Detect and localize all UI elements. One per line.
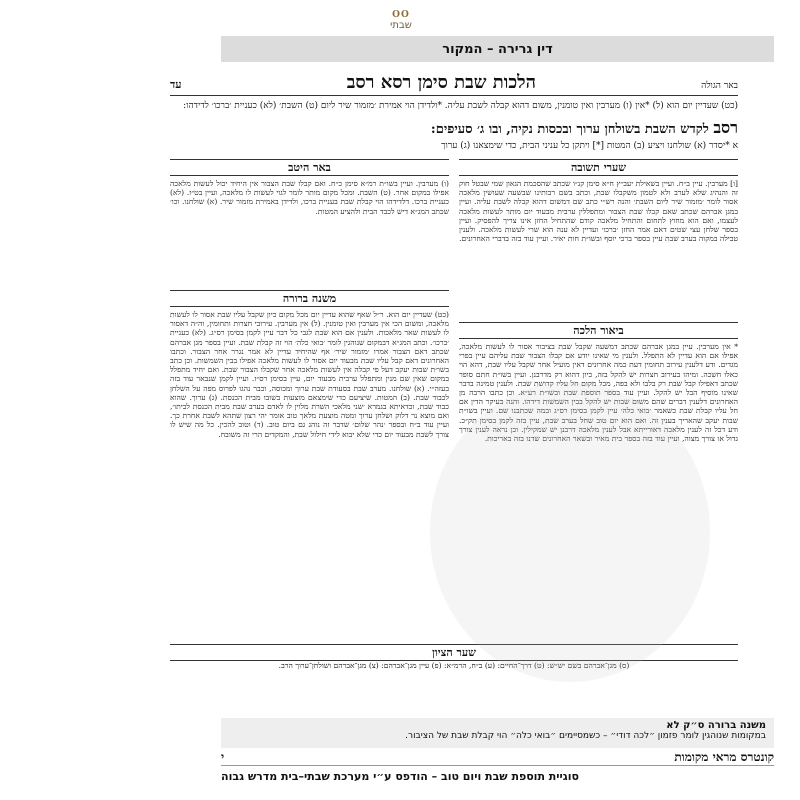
baer-heitev-text: (ו) מערבין. ועיין בשו״ת רמ״א סימן כ״ח. ואם קבלו שבת הצבור אין היחיד יכול לעשות מלאכה אפילו במקום אחר. (ט) השבת. ומכל מקום מותר לומר לגוי לעשות לו מלאכה, ועיין בט״ז. (לא) כעניית ברכו. דלדידהו הוי קבלת שבת בעניית ברכו, ולדידן באמירת מזמור שיר. (א) שולחנו. וכו׳ שכתב המג״א דיש לכבד הבית ולהציע המטות. — [170, 179, 449, 216]
top-bar-title: דין גרירה – המקור — [442, 41, 553, 57]
pager-bar — [221, 750, 774, 766]
section-title-shaarei-teshuva: שערי תשובה — [459, 159, 738, 176]
header-right-label: באר הגולה — [701, 81, 738, 91]
footnote-box — [221, 718, 774, 748]
left-column — [170, 156, 449, 640]
page-header — [170, 72, 738, 93]
section-title-mishna-berura: משנה ברורה — [170, 290, 449, 307]
footnote-text: במקומות שנוהגין לומר פזמון ״לכה דודי״ – כשמסיימים ״בואי כלה״ הוי קבלת שבת של הציבור. — [405, 731, 766, 741]
shaar-hatziyun-text: (ס) מגן־אברהם בשם יש״ש: (ט) דרך־החיים: (ע) ב״ח, הרמ״א: (פ) עיין מגן־אברהם: (צ) מגן־אברהם ושולחן־ערוך הרב. — [278, 661, 630, 670]
scanned-page — [170, 72, 738, 712]
right-column — [459, 156, 738, 640]
footer-credit: סוגיית תוספת שבת ויום טוב – הודפס ע״י מערכת שבתי–בית מדרש גבוה — [221, 770, 579, 783]
siman-number: רסב — [713, 118, 738, 137]
page-number: עד — [170, 78, 182, 91]
section-title-baer-heitev: באר היטב — [170, 159, 449, 176]
siman-heading — [170, 118, 738, 138]
siman-first-line: א *יסדר (א) שולחנו ויציע (ב) המטות [*] ויתקן כל עניני הבית, כדי שימצאנו (ג) ערוך — [441, 141, 738, 151]
shaarei-teshuva-text: [ו] מערבין. עיין ב״ח. ועיין בשאילת יעב״ץ ח״א סימן קנ״ו שכתב שהסכמת הגאון שמי שבטל חוק זה והנהיג שלא לערב ולא לטמון משקבלו שבת, וכתב בשם רבותינו שבשעה שעושין מלאכה אסור לומר ׳מזמור שיר ליום השבת׳ והנה רש״י כתב שם דמשום דהוא קבלה לשבת עליה. ועיין במגן אברהם שכתב שאם קבלו שבת הצבור ומתפללין ערבית מבעוד יום מותר לעשות מלאכה לעצמו, ואם הוא מחוץ לתחום והתחיל מלאכה קודם שהתחיל החזן אינו צריך להפסיק. ועיין בספר שלחן עצי שטים דאם אמר החזן ׳ברכו׳ ועדיין לא ענה הוא שרי לעשות מלאכה. ולענין טבילה במקוה בערב שבת עיין בספר ברכי יוסף ובשו״ת חות יאיר. ועיין עוד בזה בדברי האחרונים. — [459, 179, 738, 244]
section-title-biur-halacha: ביאור הלכה — [459, 322, 738, 339]
pager-title: קונטרס מראי מקומות — [674, 750, 774, 764]
logo-mark: OO — [392, 10, 410, 20]
mishna-berura-text: (כט) שעדיין יום הוא. ר״ל שאף שהוא עדיין יום מכל מקום כיון שקבל עליו שבת אסור לו לעשות מלאכה, ומשום הכי אין מערבין ואין טומנין. (ל) אין מערבין. עירובי חצרות ותחומין, וה״ה דאסור לו לעשות שאר מלאכות. ולענין אם הוא שבת לגבי כל דבר עיין לקמן בסימן רס״ג. (לא) כעניית ׳ברכו׳. וכתב המג״א דבמקום שנוהגין לומר ׳בואי כלה׳ הוי זה קבלת שבת. ועיין בספר מגן אברהם שכתב דאם הצבור אמרו ׳מזמור שיר׳ אף שהיחיד עדיין לא אמר נגרר אחר הצבור. וכתבו האחרונים דאם קבל עליו שבת מבעוד יום אסור לו לעשות מלאכה אפילו בבין השמשות. וכן כתב בשו״ת שבות יעקב דעל פי קבלה אין לעשות מלאכה אחר שקבלו הצבור שבת. ואם יחיד מתפלל במקום שאין שם מנין ומתפלל ערבית מבעוד יום, עיין בסימן רס״ז. ועיין לקמן שנבאר עוד בזה בעזה״י. (א) שולחנו. מערב שבת בסעודת שבת ערוך ומכוסה, וכבר נהגו לפרוס מפה על השלחן לכבוד שבת. (ב) המטות. שיציעם כדי שימצאם מוצעות בשובו מבית הכנסת. (ג) ערוך. שהוא כבוד שבת, וכדאיתא בגמרא ׳שני מלאכי השרת מלוין לו לאדם בערב שבת מבית הכנסת לביתו׳, ואם מוצא נר דלוק ושלחן ערוך ומטה מוצעת מלאך טוב אומר יהי רצון שתהא לשבת אחרת כך. ועיין עוד ב״ח ובספר ׳נהר שלום׳ שדבר זה נוהג גם ביום טוב. (ד) וטוב להכין. כל מה שיש לו צורך לשבת מבעוד יום כדי שלא יבוא לידי חילול שבת, והמקדים הרי זה משובח. — [170, 310, 449, 439]
page-title: הלכות שבת סימן רסא רסב — [346, 72, 536, 93]
siman-title: לקדש השבת בשולחן ערוך ובכסות נקיה, ובו ג׳ סעיפים: — [430, 122, 709, 137]
top-bar — [221, 36, 774, 62]
pager-number: י — [221, 750, 225, 764]
header-rule — [170, 95, 738, 96]
publisher-logo — [384, 10, 418, 31]
text-columns — [170, 156, 738, 640]
footnote-title: משנה ברורה ס״ק לא — [666, 720, 766, 731]
intro-paragraph: (כט) שעדיין יום הוא (ל) *אין (ו) מערבין ואין טומנין, משום דהוא קבלה לשבת עליה. *ולדידן הוי אמירת ׳מזמור שיר ליום (ט) השבת׳ (לא) כעניית ׳ברכו׳ לדידהו: — [183, 101, 738, 111]
biur-halacha-text: * אין מערבין. עיין במגן אברהם שכתב דמשעה שקבל שבת בציבור אסור לו לעשות מלאכה, אפילו אם הוא עדיין לא התפלל. ולענין מי שאינו יודע אם קבלו הצבור שבת עליהם עיין בפרי מגדים. ודע דלענין עירוב תחומין דעת כמה אחרונים דאין מועיל אחר שקבל עליו שבת, דהא הוי כאלו חשכה. ומיהו בעירוב חצרות יש להקל בזה, כיון דהוא רק מדרבנן. ועיין בשו״ת חתם סופר שכתב דאפילו קבל שבת רק בלבו ולא בפה, מכל מקום חל עליו קדושת שבת. ולענין טמינה בדבר שאינו מוסיף הבל יש להקל. ועיין עוד בספר תוספת שבת ובשו״ת רע״א. וכן כתבו הרבה מן האחרונים דלענין דברים שהם משום שבות יש להקל בבין השמשות דידהו. והנה בעיקר הדין אם חל עליו קבלת שבת כשאמר ׳בואי כלה׳ עיין לקמן בסימן רס״ג ובמה שכתבנו שם. ועיין בשו״ת שבות יעקב שהאריך בענין זה. ואם הוא יום טוב שחל בערב שבת, עיין בזה לקמן בסימן תק״כ. ודע דכל זה לענין מלאכה דאורייתא אבל לענין מלאכה דרבנן יש שמקילין. וכן נראה לענין צורך גדול או צורך מצוה, ועיין עוד בזה בספר בית מאיר ובשאר האחרונים שדנו בזה באריכות. — [459, 342, 738, 444]
logo-name: שבתי — [390, 20, 412, 31]
shaar-hatziyun-title: שער הציון — [170, 644, 738, 661]
